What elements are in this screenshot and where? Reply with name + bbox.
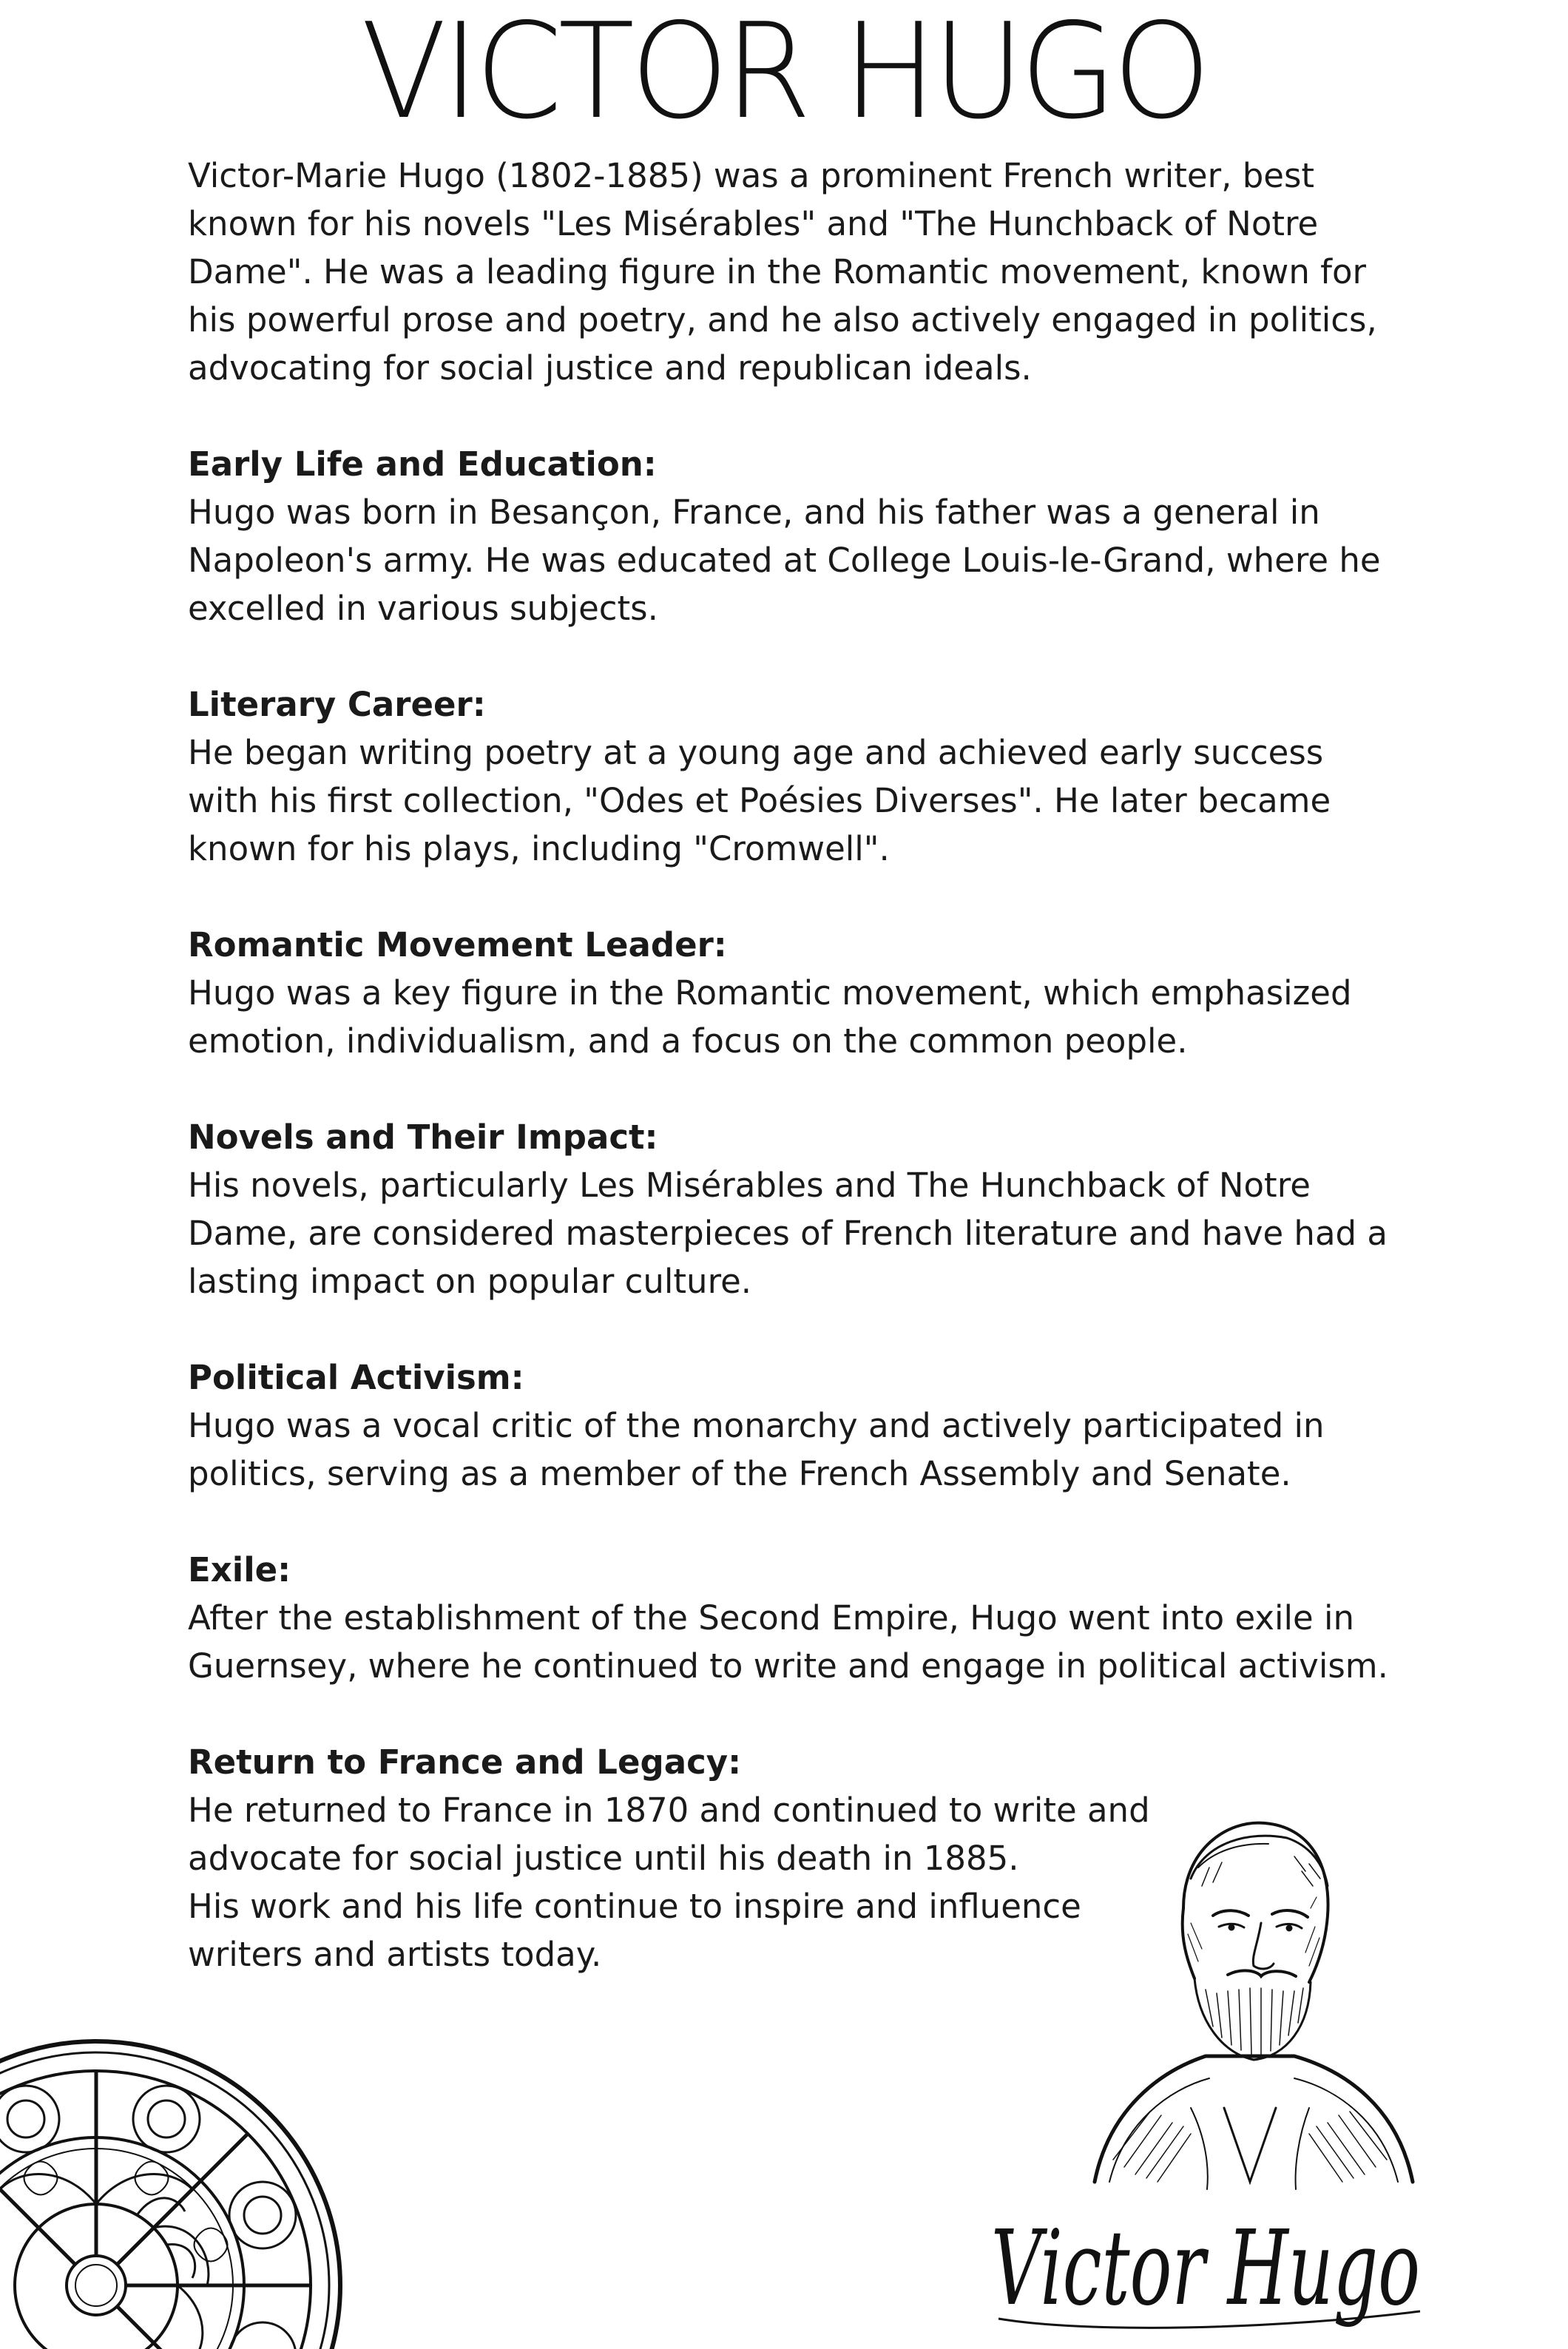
section-body: Hugo was a key figure in the Romantic movement, which emphasized emotion, individualism, and a focus on the common people. [188, 973, 1352, 1061]
page-title: VICTOR HUGO [361, 0, 1207, 148]
section-heading: Early Life and Education: [188, 445, 657, 484]
section-heading: Return to France and Legacy: [188, 1743, 742, 1782]
section-political-activism [188, 1353, 1401, 1498]
section-heading: Romantic Movement Leader: [188, 925, 727, 964]
section-heading: Exile: [188, 1550, 291, 1589]
portrait-illustration [1080, 1797, 1420, 2197]
section-literary-career [188, 680, 1401, 873]
section-body: After the establishment of the Second Empire, Hugo went into exile in Guernsey, where he continued to write and engage in political activism. [188, 1598, 1388, 1686]
section-body: Hugo was born in Besançon, France, and his father was a general in Napoleon's army. He was educated at College Louis-le-Grand, where he excelled in various subjects. [188, 493, 1381, 628]
intro-paragraph: Victor-Marie Hugo (1802-1885) was a prominent French writer, best known for his novels "Les Misérables" and "The Hunchback of Notre Dame". He was a leading figure in the Romantic movement, known for his powerful prose and poetry, and he also actively engaged in politics, advocating for social justice and republican ideals. [188, 156, 1377, 388]
signature [976, 2193, 1435, 2341]
section-body: His work and his life continue to inspire and influence writers and artists today. [188, 1887, 1081, 1974]
section-exile [188, 1546, 1401, 1690]
document-body [188, 152, 1401, 2027]
signature-text: Victor Hugo [991, 2208, 1420, 2329]
section-romantic-movement [188, 921, 1401, 1065]
rose-window-ornament [0, 1990, 355, 2349]
section-body: He returned to France in 1870 and continued to write and advocate for social justice until his death in 1885. [188, 1791, 1150, 1878]
section-body: His novels, particularly Les Misérables and The Hunchback of Notre Dame, are considered masterpieces of French literature and have had a lasting impact on popular culture. [188, 1166, 1388, 1301]
section-heading: Political Activism: [188, 1358, 524, 1397]
section-heading: Literary Career: [188, 685, 486, 724]
section-heading: Novels and Their Impact: [188, 1118, 658, 1157]
section-early-life [188, 440, 1401, 632]
section-body: Hugo was a vocal critic of the monarchy and actively participated in politics, serving as a member of the French Assembly and Senate. [188, 1406, 1325, 1493]
section-novels [188, 1113, 1401, 1305]
section-body: He began writing poetry at a young age and achieved early success with his first collection, "Odes et Poésies Diverses". He later became known for his plays, including "Cromwell". [188, 733, 1331, 868]
